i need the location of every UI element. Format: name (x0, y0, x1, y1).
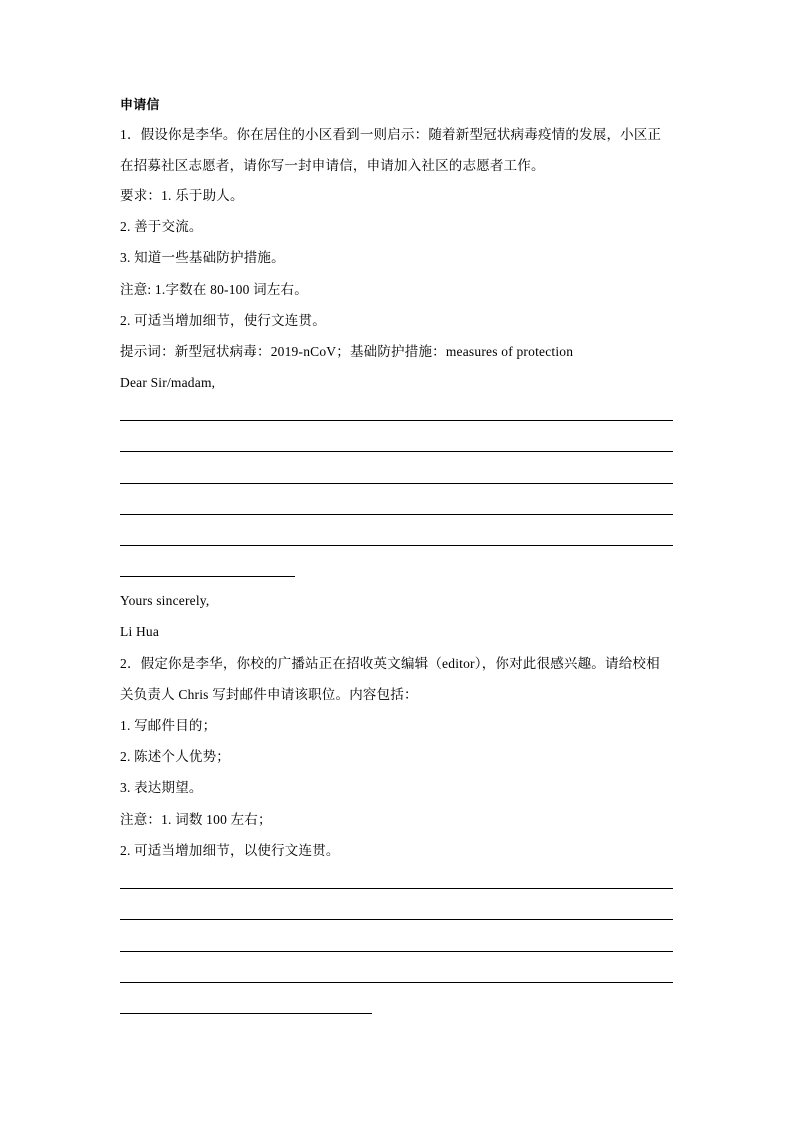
answer-line[interactable] (120, 919, 673, 920)
q2-item-3: 3. 表达期望。 (120, 780, 203, 795)
answer-line[interactable] (120, 1013, 372, 1014)
answer-line[interactable] (120, 888, 673, 889)
q2-prompt-line-2: 关负责人 Chris 写封邮件申请该职位。内容包括： (120, 687, 418, 702)
q1-requirement-3: 3. 知道一些基础防护措施。 (120, 250, 285, 265)
q2-note-1: 注意：1. 词数 100 左右； (120, 812, 272, 827)
q1-note-1: 注意: 1.字数在 80-100 词左右。 (120, 282, 308, 297)
q2-prompt-line-1: 2．假定你是李华，你校的广播站正在招收英文编辑（editor），你对此很感兴趣。请给校相 (120, 656, 660, 671)
section-title: 申请信 (120, 98, 160, 113)
q1-prompt-line-2: 在招募社区志愿者，请你写一封申请信，申请加入社区的志愿者工作。 (120, 158, 545, 173)
q1-requirement-1: 要求：1. 乐于助人。 (120, 188, 244, 203)
answer-line[interactable] (120, 951, 673, 952)
answer-line[interactable] (120, 483, 673, 484)
answer-line[interactable] (120, 451, 673, 452)
q1-salutation: Dear Sir/madam, (120, 375, 216, 390)
answer-line[interactable] (120, 576, 295, 577)
q1-note-2: 2. 可适当增加细节，使行文连贯。 (120, 313, 326, 328)
q2-item-1: 1. 写邮件目的； (120, 718, 217, 733)
q1-prompt-line-1: 1．假设你是李华。你在居住的小区看到一则启示：随着新型冠状病毒疫情的发展，小区正 (120, 127, 662, 142)
q2-item-2: 2. 陈述个人优势； (120, 749, 230, 764)
q1-closing: Yours sincerely, (120, 593, 210, 608)
q1-requirement-2: 2. 善于交流。 (120, 219, 203, 234)
answer-line[interactable] (120, 420, 673, 421)
answer-line[interactable] (120, 545, 673, 546)
answer-line[interactable] (120, 514, 673, 515)
answer-line[interactable] (120, 982, 673, 983)
q2-note-2: 2. 可适当增加细节，以使行文连贯。 (120, 843, 340, 858)
q1-signature: Li Hua (120, 624, 160, 639)
q1-hint: 提示词：新型冠状病毒：2019-nCoV；基础防护措施：measures of protection (120, 344, 574, 359)
